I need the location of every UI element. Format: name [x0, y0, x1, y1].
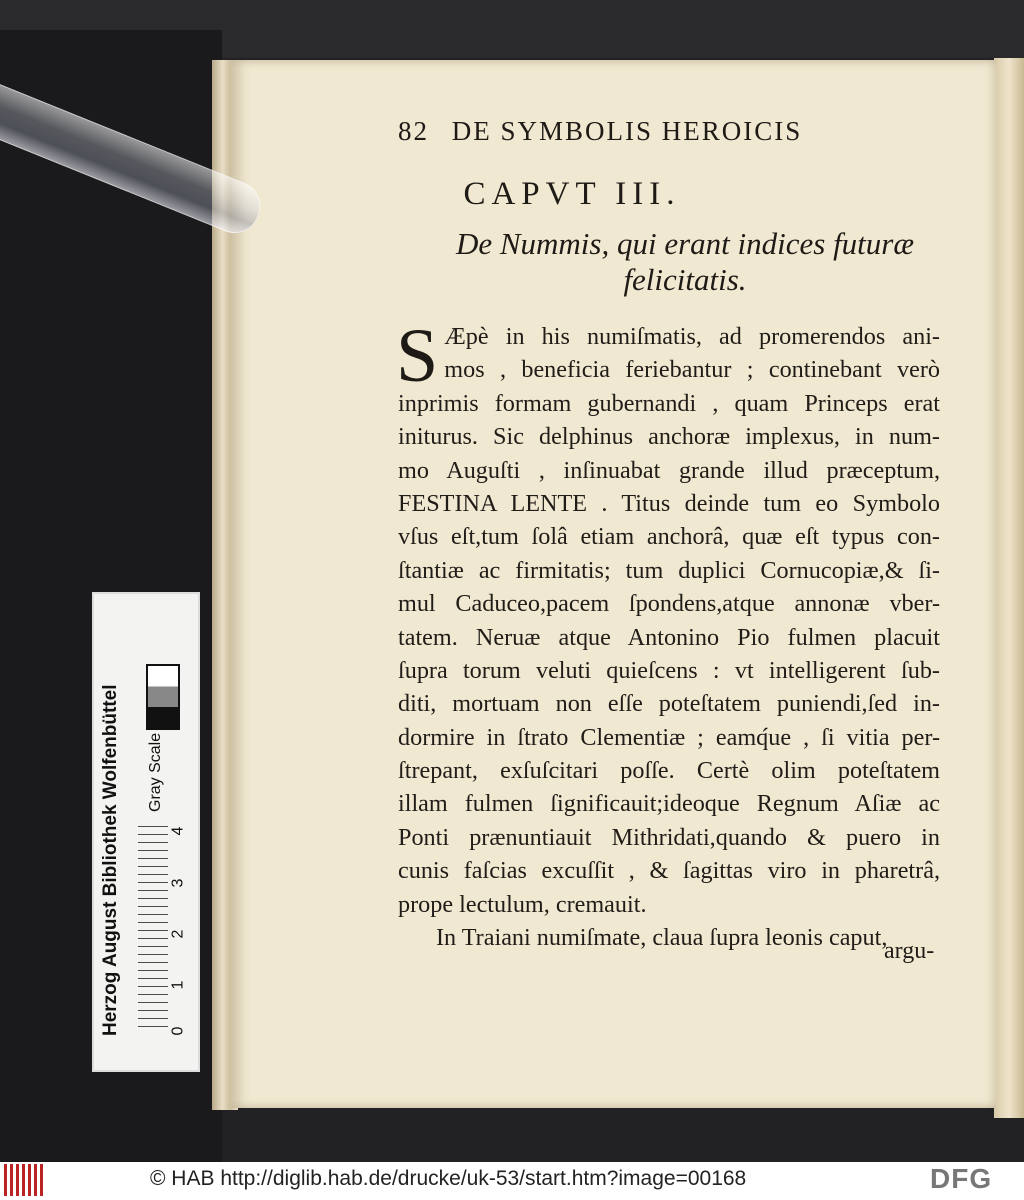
ruler-number: 2 — [169, 929, 187, 939]
text-line: inprimis formam gubernandi , quam Princeps erat — [398, 389, 940, 417]
text-line: Æpè in his numiſmatis, ad promerendos ani- — [444, 323, 940, 350]
subtitle-line-2: felicitatis. — [623, 262, 747, 297]
ruler-number: 1 — [169, 980, 187, 990]
catchword: argu- — [884, 938, 935, 964]
ruler-institution-label: Herzog August Bibliothek Wolfenbüttel — [100, 684, 121, 1036]
text-line: FESTINA LENTE . Titus deinde tum eo Symbolo — [398, 489, 940, 517]
text-line: illam fulmen ſignificauit;ideoque Regnum Aſiæ ac — [398, 790, 940, 818]
footer-source-link[interactable]: © HAB http://diglib.hab.de/drucke/uk-53/start.htm?image=00168 — [150, 1167, 747, 1190]
chapter-subtitle — [425, 226, 945, 298]
body-text — [396, 314, 940, 954]
page-number: 82 — [398, 116, 429, 146]
text-line: ſupra torum veluti quieſcens : vt intelligerent ſub- — [398, 656, 940, 684]
gray-scale-patches — [146, 664, 180, 730]
chapter-heading: CAPVT III. — [463, 176, 681, 212]
text-line: ſtantiæ ac firmitatis; tum duplici Cornucopiæ,& ſi- — [398, 556, 940, 584]
text-line: diti, mortuam non eſſe poteſtatem puniendi,ſed in- — [398, 690, 940, 718]
subtitle-line-1: De Nummis, qui erant indices futuræ — [455, 226, 915, 261]
text-line: mos , beneficia feriebantur ; continebant verò — [444, 356, 940, 384]
gray-scale-label: Gray Scale — [147, 732, 164, 812]
text-line: Ponti prænuntiauit Mithridati,quando & puero in — [398, 823, 940, 851]
text-line: cunis faſcias excuſſit , & ſagittas viro in pharetrâ, — [398, 857, 940, 885]
text-line: tatem. Neruæ atque Antonino Pio fulmen placuit — [398, 623, 940, 651]
text-line: initurus. Sic delphinus anchoræ implexus, in num- — [398, 423, 940, 451]
dfg-logo: DFG — [930, 1163, 993, 1194]
ruler-number: 0 — [169, 1026, 187, 1036]
hab-logo-icon — [4, 1164, 46, 1196]
text-line: mo Auguſti , inſinuabat grande illud præceptum, — [398, 456, 940, 484]
running-head — [398, 116, 802, 147]
text-line: ſtrepant, exſuſcitari poſſe. Certè olim poteſtatem — [398, 757, 940, 785]
text-line: vſus eſt,tum ſolâ etiam anchorâ, quæ eſt typus con- — [398, 523, 940, 551]
ruler-ticks — [138, 826, 168, 1032]
ruler-number: 3 — [169, 878, 187, 888]
running-head-title: DE SYMBOLIS HEROICIS — [451, 116, 803, 146]
text-line: prope lectulum, cremauit. — [398, 890, 647, 918]
text-line: dormire in ſtrato Clementiæ ; eamq́ue , ſi vitia per- — [398, 723, 940, 751]
text-line: mul Caduceo,pacem ſpondens,atque annonæ vber- — [398, 590, 940, 618]
ruler-number: 4 — [169, 826, 187, 836]
facing-page-edge — [994, 58, 1024, 1118]
drop-capital: S — [396, 314, 439, 398]
paragraph-2-first-line: In Traiani numiſmate, claua ſupra leonis caput, — [436, 924, 888, 952]
